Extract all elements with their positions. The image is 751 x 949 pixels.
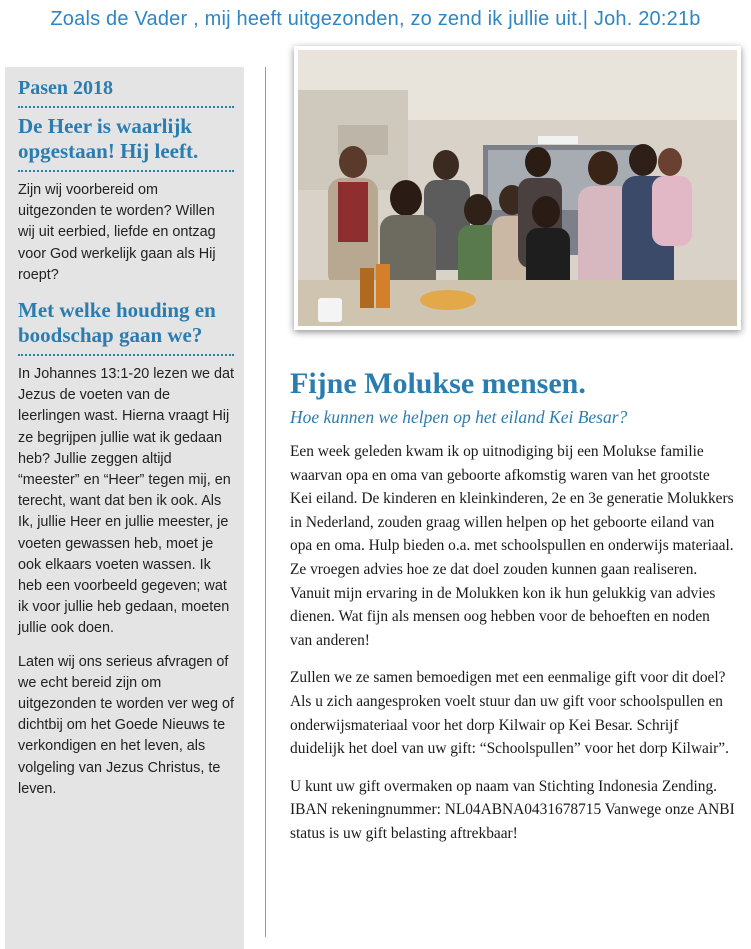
article-paragraph-3: U kunt uw gift overmaken op naam van Stichting Indonesia Zending. IBAN rekeningnummer: NL04ABNA0431678715 Vanwege onze ANBI status is uw gift belasting aftrekbaar! xyxy=(290,777,735,842)
family-photo-image xyxy=(298,50,737,326)
article-paragraph-1: Een week geleden kwam ik op uitnodiging bij een Molukse familie waarvan opa en oma van geboorte afkomstig waren van het grootste Kei eiland. De kinderen en kleinkinderen, 2e en 3e generatie Molukkers in Nederland, zouden graag willen helpen op het geboorte eiland van opa en oma. Hulp bieden o.a. met schoolspullen en onderwijs materiaal. Ze vroegen advies hoe ze dat doel zouden kunnen gaan realiseren. Vanuit mijn ervaring in de Molukken kon ik hun gelukkig van advies dienen. Wat fijn als mensen oog hebben voor de behoeften en noden van anderen! xyxy=(290,443,734,649)
article-paragraph-2: Zullen we ze samen bemoedigen met een eenmalige gift voor dit doel? Als u zich aangesproken voelt stuur dan uw gift voor schoolspullen en onderwijsmateriaal voor het dorp Kilwair op Kei Besar. Schrijf duidelijk het doel van uw gift: “Schoolspullen” voor het dorp Kilwair”. xyxy=(290,669,729,758)
paragraph-ask: Laten wij ons serieus afvragen of we echt bereid zijn om uitgezonden te worden ver weg of dichtbij om het Goede Nieuws te verkondigen en het leven, als volgeling van Jezus Christus, te leven. xyxy=(18,653,235,797)
heading-risen: De Heer is waarlijk opgestaan! Hij leeft. xyxy=(18,114,234,172)
paragraph-intro: Zijn wij voorbereid om uitgezonden te worden? Willen wij uit eerbied, liefde en ontzag voor God werkelijk gaan als Hij roept? xyxy=(18,182,216,283)
paragraph-john: In Johannes 13:1-20 lezen we dat Jezus de voeten van de leerlingen wast. Hierna vraagt Hij ze begrijpen jullie wat ik gedaan heb? Jullie zeggen altijd “meester” en “Heer” tegen mij, en terecht, want dat ben ik ook. Als Ik, jullie Heer en jullie meester, je voeten gewassen heb, moet je ook elkaars voeten wassen. Ik heb een voorbeeld gegeven; wat ik voor jullie heb gedaan, moeten jullie ook doen. xyxy=(18,366,235,637)
heading-easter: Pasen 2018 xyxy=(18,77,234,108)
header-verse: Zoals de Vader , mij heeft uitgezonden, zo zend ik jullie uit.| Joh. 20:21b xyxy=(50,8,701,30)
main-article xyxy=(290,366,735,860)
article-subtitle: Hoe kunnen we helpen op het eiland Kei Besar? xyxy=(290,407,628,427)
column-divider xyxy=(265,67,266,937)
family-photo xyxy=(294,46,741,330)
sidebar xyxy=(5,67,244,949)
article-title: Fijne Molukse mensen. xyxy=(290,367,586,400)
heading-attitude: Met welke houding en boodschap gaan we? xyxy=(18,298,234,356)
